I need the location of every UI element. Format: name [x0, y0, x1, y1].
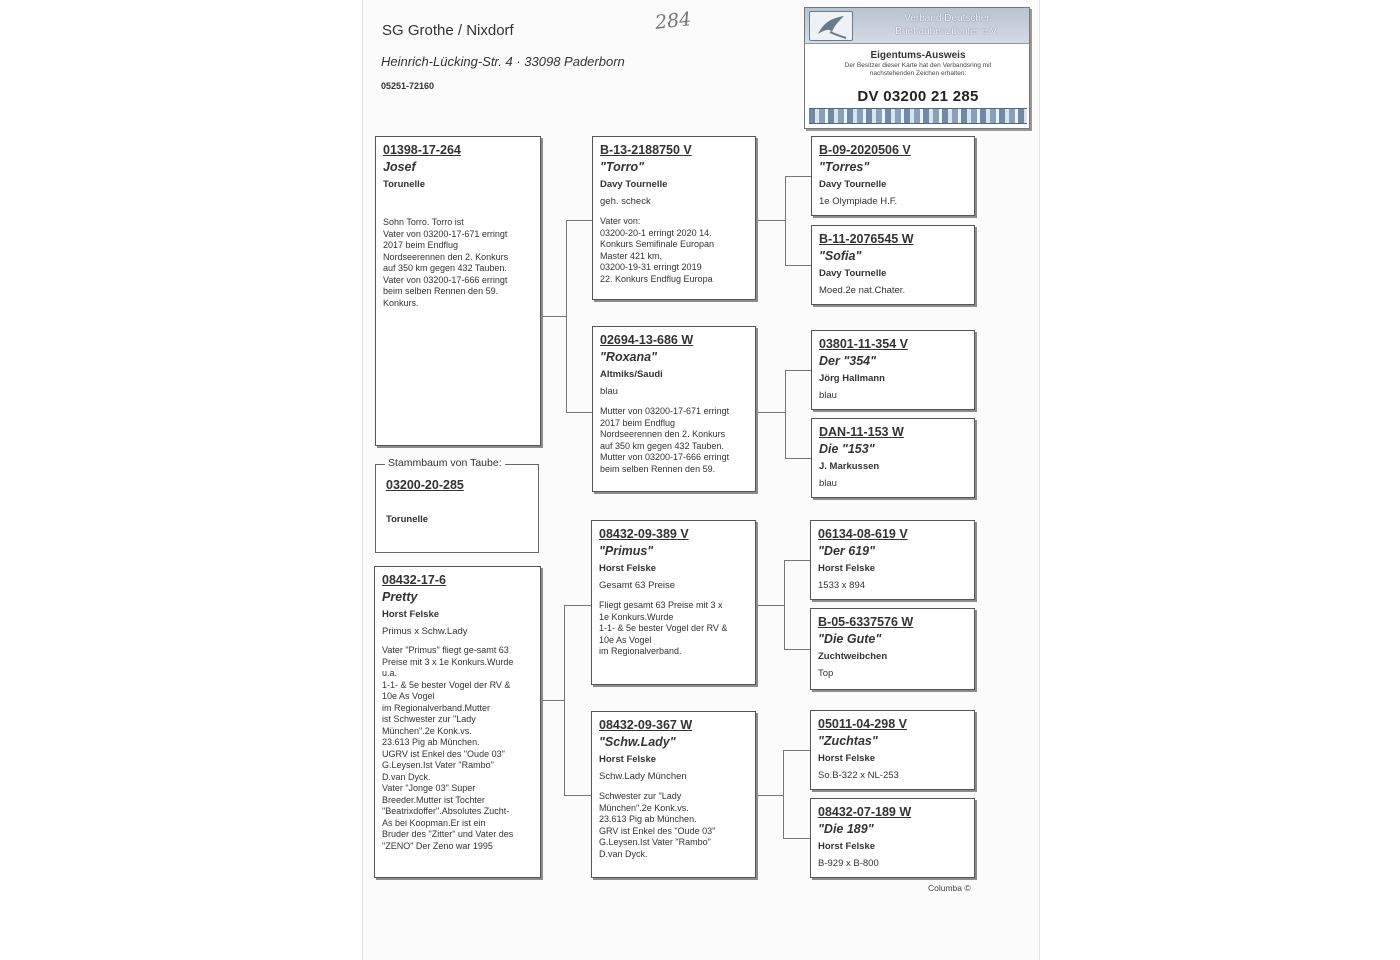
connector [566, 220, 567, 412]
ggp-dsd-box [810, 608, 975, 690]
connector [756, 220, 786, 221]
ggp-dss-breeder: Horst Felske [818, 563, 876, 574]
gp-dd-info: Schw.Lady München [599, 771, 687, 782]
ggp-ddd-info: B-929 x B-800 [818, 858, 879, 869]
gp-ss-ring: B-13-2188750 V [600, 143, 692, 157]
ggp-ddd-ring: 08432-07-189 W [818, 805, 912, 819]
ggp-sds-name: Der "354" [819, 354, 877, 368]
connector [756, 412, 786, 413]
gp-ss-info: geh. scheck [600, 196, 651, 207]
owner-address: Heinrich-Lücking-Str. 4 · 33098 Paderborn [381, 54, 625, 69]
ggp-dds-name: "Zuchtas" [818, 734, 878, 748]
ggp-dsd-breeder: Zuchtweibchen [818, 651, 888, 662]
connector [756, 795, 784, 796]
gp-sd-breeder: Altmiks/Saudi [600, 369, 663, 380]
ggp-sss-info: 1e Olympiade H.F. [819, 196, 898, 207]
gp-sd-name: "Roxana" [600, 350, 658, 364]
ggp-ddd-name: "Die 189" [818, 822, 874, 836]
footer-copyright: Columba © [928, 883, 971, 893]
ggp-dds-ring: 05011-04-298 V [818, 717, 907, 731]
sire-notes: Sohn Torro. Torro ist Vater von 03200-17-671 erringt 2017 beim Endflug Nordseerennen den 2. Konkurs auf 350 km gegen 432 Tauben. Vater von 03200-17-666 erringt beim selben Rennen den 59. Konkurs. [383, 217, 509, 308]
gp-dd-name: "Schw.Lady" [599, 735, 676, 749]
gp-dd-breeder: Horst Felske [599, 754, 657, 765]
ownership-card [804, 7, 1030, 129]
ggp-ssd-box [811, 225, 975, 305]
subject-breeder: Torunelle [386, 514, 429, 525]
connector [783, 838, 810, 839]
connector [566, 412, 592, 413]
connector [785, 370, 811, 371]
gp-sd-notes: Mutter von 03200-17-671 erringt 2017 beim Endflug Nordseerennen den 2. Konkurs auf 350 km gegen 432 Tauben. Mutter von 03200-17-666 erringt beim selben Rennen den 59. [600, 406, 730, 474]
ggp-sds-box [811, 330, 975, 410]
card-subtitle: Der Besitzer dieser Karte hat den Verbandsring mit nachstehenden Zeichen erhalten: [844, 62, 992, 77]
ggp-dsd-name: "Die Gute" [818, 632, 882, 646]
handwritten-note: 284 [653, 8, 693, 34]
sire-name: Josef [383, 160, 416, 174]
gp-ds-breeder: Horst Felske [599, 563, 657, 574]
connector [566, 220, 592, 221]
connector [541, 316, 567, 317]
sire-breeder: Torunelle [383, 179, 426, 190]
sire-ring: 01398-17-264 [383, 143, 461, 157]
connector [785, 176, 786, 265]
card-org-line2: Brieftaubenzüchter e.V. [895, 26, 999, 37]
gp-dd-notes: Schwester zur "Lady München".2e Konk.vs. 23.613 Pig ab München. GRV ist Enkel des "Oude 03" G.Leysen.Ist Vater "Rambo" D.van Dyck. [599, 791, 716, 859]
subject-legend: Stammbaum von Taube: [385, 457, 505, 469]
ggp-ddd-box [810, 798, 975, 878]
connector [756, 605, 785, 606]
connector [564, 605, 591, 606]
gp-dd-ring: 08432-09-367 W [599, 718, 693, 732]
dam-breeder: Horst Felske [382, 609, 440, 620]
ggp-dss-box [810, 520, 975, 600]
card-ring-number: DV 03200 21 285 [857, 88, 979, 105]
connector [541, 700, 565, 701]
gp-ss-breeder: Davy Tournelle [600, 179, 668, 190]
ggp-dds-box [810, 710, 975, 790]
card-title: Eigentums-Ausweis [870, 50, 966, 61]
ggp-sss-name: "Torres" [819, 160, 870, 174]
grandsire-dam-box [591, 520, 756, 685]
ggp-dss-ring: 06134-08-619 V [818, 527, 908, 541]
dam-box [374, 566, 541, 878]
sire-box [375, 136, 541, 446]
gp-ds-info: Gesamt 63 Preise [599, 580, 676, 591]
card-header [805, 8, 1030, 44]
ggp-ssd-name: "Sofia" [819, 249, 862, 263]
ggp-dds-breeder: Horst Felske [818, 753, 876, 764]
gp-ds-name: "Primus" [599, 544, 654, 558]
ggp-dss-name: "Der 619" [818, 544, 876, 558]
ggp-sdd-breeder: J. Markussen [819, 461, 880, 472]
ggp-sdd-ring: DAN-11-153 W [819, 425, 904, 439]
ggp-ssd-ring: B-11-2076545 W [819, 232, 914, 246]
ggp-sdd-name: Die "153" [819, 442, 875, 456]
connector [783, 750, 784, 838]
ggp-sds-info: blau [819, 390, 837, 401]
connector [785, 458, 811, 459]
ggp-sss-ring: B-09-2020506 V [819, 143, 911, 157]
ggp-sds-ring: 03801-11-354 V [819, 337, 908, 351]
ggp-dsd-ring: B-05-6337576 W [818, 615, 914, 629]
connector [785, 176, 811, 177]
gp-ds-notes: Fliegt gesamt 63 Preise mit 3 x 1e Konkurs.Wurde 1-1- & 5e bester Vogel der RV & 10e As Vogel im Regionalverband. [599, 600, 728, 656]
ggp-dsd-info: Top [818, 668, 834, 679]
card-security-pattern [809, 108, 1027, 124]
dam-ring: 08432-17-6 [382, 573, 446, 587]
connector [784, 560, 810, 561]
gp-ds-ring: 08432-09-389 V [599, 527, 689, 541]
gp-sd-info: blau [600, 386, 618, 397]
ggp-sss-box [811, 136, 975, 216]
connector [784, 560, 785, 649]
dam-info: Primus x Schw.Lady [382, 626, 468, 637]
ggp-dds-info: So.B-322 x NL-253 [818, 770, 899, 781]
card-org-name [867, 12, 1027, 38]
ggp-sdd-info: blau [819, 478, 837, 489]
ggp-dss-info: 1533 x 894 [818, 580, 866, 591]
connector [564, 795, 591, 796]
dam-name: Pretty [382, 590, 418, 604]
ggp-sdd-box [811, 418, 975, 498]
card-org-line1: Verband Deutscher [904, 13, 990, 24]
ggp-ddd-breeder: Horst Felske [818, 841, 876, 852]
ggp-ssd-info: Moed.2e nat.Chater. [819, 285, 906, 296]
gp-ss-name: "Torro" [600, 160, 645, 174]
subject-ring: 03200-20-285 [386, 478, 464, 492]
owner-phone: 05251-72160 [381, 81, 435, 91]
connector [785, 265, 811, 266]
pigeon-logo-icon [809, 11, 853, 41]
connector [784, 649, 810, 650]
gp-sd-ring: 02694-13-686 W [600, 333, 694, 347]
owner-name: SG Grothe / Nixdorf [382, 22, 514, 39]
granddam-sire-box [592, 326, 756, 492]
connector [564, 605, 565, 795]
connector [783, 750, 810, 751]
dam-notes: Vater "Primus" fliegt ge-samt 63 Preise mit 3 x 1e Konkurs.Wurde u.a. 1-1- & 5e bester Vogel der RV & 10e As Vogel im Regionalverband.Mutter ist Schwester zur "Lady München".2e Konk.vs. 23.613 Pig ab München. UGRV ist Enkel des "Oude 03" G.Leysen.Ist Vater "Rambo" D.van Dyck. Vater "Jonge 03" Super Breeder.Mutter ist Tochter "Beatrixdoffer".Absolutes Zucht- As bei Koopman.Er ist ein Bruder des "Zitter" und Vater des "ZENO" Der Zeno war 1995 [382, 645, 514, 851]
ggp-ssd-breeder: Davy Tournelle [819, 268, 887, 279]
connector [785, 370, 786, 458]
granddam-dam-box [591, 711, 756, 878]
ggp-sds-breeder: Jörg Hallmann [819, 373, 885, 384]
ggp-sss-breeder: Davy Tournelle [819, 179, 887, 190]
gp-ss-notes: Vater von: 03200-20-1 erringt 2020 14. Konkurs Semifinale Europan Master 421 km, 03200-19-31 erringt 2019 22. Konkurs Endflug Europa [600, 216, 715, 284]
grandsire-sire-box [592, 136, 756, 300]
